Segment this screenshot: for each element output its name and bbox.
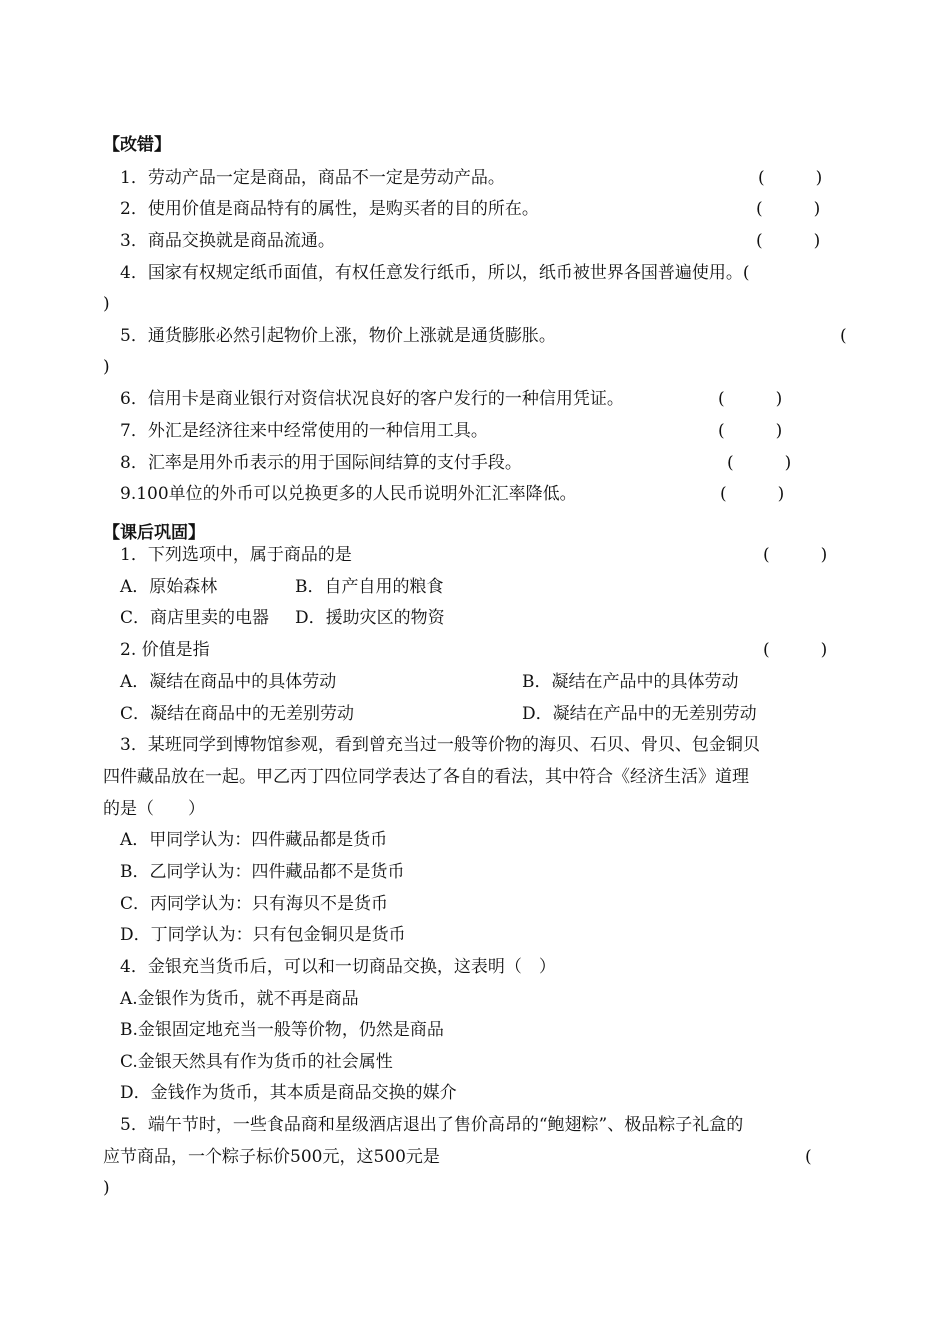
question-4-option-a[interactable]: A.金银作为货币，就不再是商品: [120, 989, 359, 1009]
question-5-stem-line1: 5．端午节时，一些食品商和星级酒店退出了售价高昂的“鲍翅粽”、极品粽子礼盒的: [120, 1115, 744, 1135]
answer-paren-1[interactable]: ( ): [758, 168, 823, 188]
question-1-option-d[interactable]: D．援助灾区的物资: [295, 608, 445, 628]
question-1-option-c[interactable]: C．商店里卖的电器: [120, 608, 270, 628]
answer-paren-2[interactable]: ( ): [756, 199, 821, 219]
question-4-option-b[interactable]: B.金银固定地充当一般等价物，仍然是商品: [120, 1020, 444, 1040]
answer-paren-7[interactable]: ( ): [718, 421, 783, 441]
question-3-option-c[interactable]: C．丙同学认为：只有海贝不是货币: [120, 894, 389, 914]
question-3-option-d[interactable]: D．丁同学认为：只有包金铜贝是货币: [120, 925, 406, 945]
answer-paren-6[interactable]: ( ): [718, 389, 783, 409]
gaicuo-item-6: 6．信用卡是商业银行对资信状况良好的客户发行的一种信用凭证。: [120, 389, 624, 409]
gaicuo-item-4: 4．国家有权规定纸币面值，有权任意发行纸币，所以，纸币被世界各国普遍使用。(: [120, 263, 750, 283]
question-2-stem: 2. 价值是指: [120, 640, 210, 660]
answer-paren-3[interactable]: ( ): [756, 231, 821, 251]
gaicuo-item-1: 1．劳动产品一定是商品，商品不一定是劳动产品。: [120, 168, 505, 188]
answer-paren-5[interactable]: (: [840, 326, 847, 346]
question-1-option-b[interactable]: B．自产自用的粮食: [295, 577, 444, 597]
section-heading-gaicuo: 【改错】: [103, 135, 171, 155]
gaicuo-item-3: 3．商品交换就是商品流通。: [120, 231, 335, 251]
question-4-option-c[interactable]: C.金银天然具有作为货币的社会属性: [120, 1052, 393, 1072]
question-3-stem-line2: 四件藏品放在一起。甲乙丙丁四位同学表达了各自的看法，其中符合《经济生活》道理: [103, 767, 749, 787]
question-4-option-d[interactable]: D．金钱作为货币，其本质是商品交换的媒介: [120, 1083, 457, 1103]
question-5-stem-line2: 应节商品，一个粽子标价500元，这500元是: [103, 1147, 440, 1167]
question-2-option-a[interactable]: A．凝结在商品中的具体劳动: [120, 672, 337, 692]
answer-paren-9[interactable]: ( ): [720, 484, 785, 504]
question-5-answer-paren[interactable]: (: [805, 1147, 812, 1167]
question-5-answer-paren-close: ): [103, 1178, 110, 1198]
question-1-answer-paren[interactable]: ( ): [763, 545, 828, 565]
gaicuo-item-8: 8．汇率是用外币表示的用于国际间结算的支付手段。: [120, 453, 522, 473]
question-3-stem-line3: 的是（ ）: [103, 799, 205, 819]
gaicuo-item-5: 5．通货膨胀必然引起物价上涨，物价上涨就是通货膨胀。: [120, 326, 556, 346]
gaicuo-item-2: 2．使用价值是商品特有的属性，是购买者的目的所在。: [120, 199, 539, 219]
question-2-option-c[interactable]: C．凝结在商品中的无差别劳动: [120, 704, 355, 724]
question-3-option-a[interactable]: A．甲同学认为：四件藏品都是货币: [120, 830, 388, 850]
question-2-option-b[interactable]: B．凝结在产品中的具体劳动: [522, 672, 739, 692]
question-1-stem: 1．下列选项中，属于商品的是: [120, 545, 352, 565]
section-heading-kehou: 【课后巩固】: [103, 523, 205, 543]
question-1-option-a[interactable]: A．原始森林: [120, 577, 218, 597]
gaicuo-item-9: 9.100单位的外币可以兑换更多的人民币说明外汇汇率降低。: [120, 484, 577, 504]
answer-paren-4-close: ): [103, 294, 110, 314]
answer-paren-8[interactable]: ( ): [727, 453, 792, 473]
question-3-stem-line1: 3．某班同学到博物馆参观，看到曾充当过一般等价物的海贝、石贝、骨贝、包金铜贝: [120, 735, 760, 755]
question-2-option-d[interactable]: D．凝结在产品中的无差别劳动: [522, 704, 757, 724]
question-2-answer-paren[interactable]: ( ): [763, 640, 828, 660]
answer-paren-5-close: ): [103, 357, 110, 377]
question-3-option-b[interactable]: B．乙同学认为：四件藏品都不是货币: [120, 862, 405, 882]
question-4-stem: 4．金银充当货币后，可以和一切商品交换，这表明（ ）: [120, 957, 556, 977]
gaicuo-item-7: 7．外汇是经济往来中经常使用的一种信用工具。: [120, 421, 488, 441]
